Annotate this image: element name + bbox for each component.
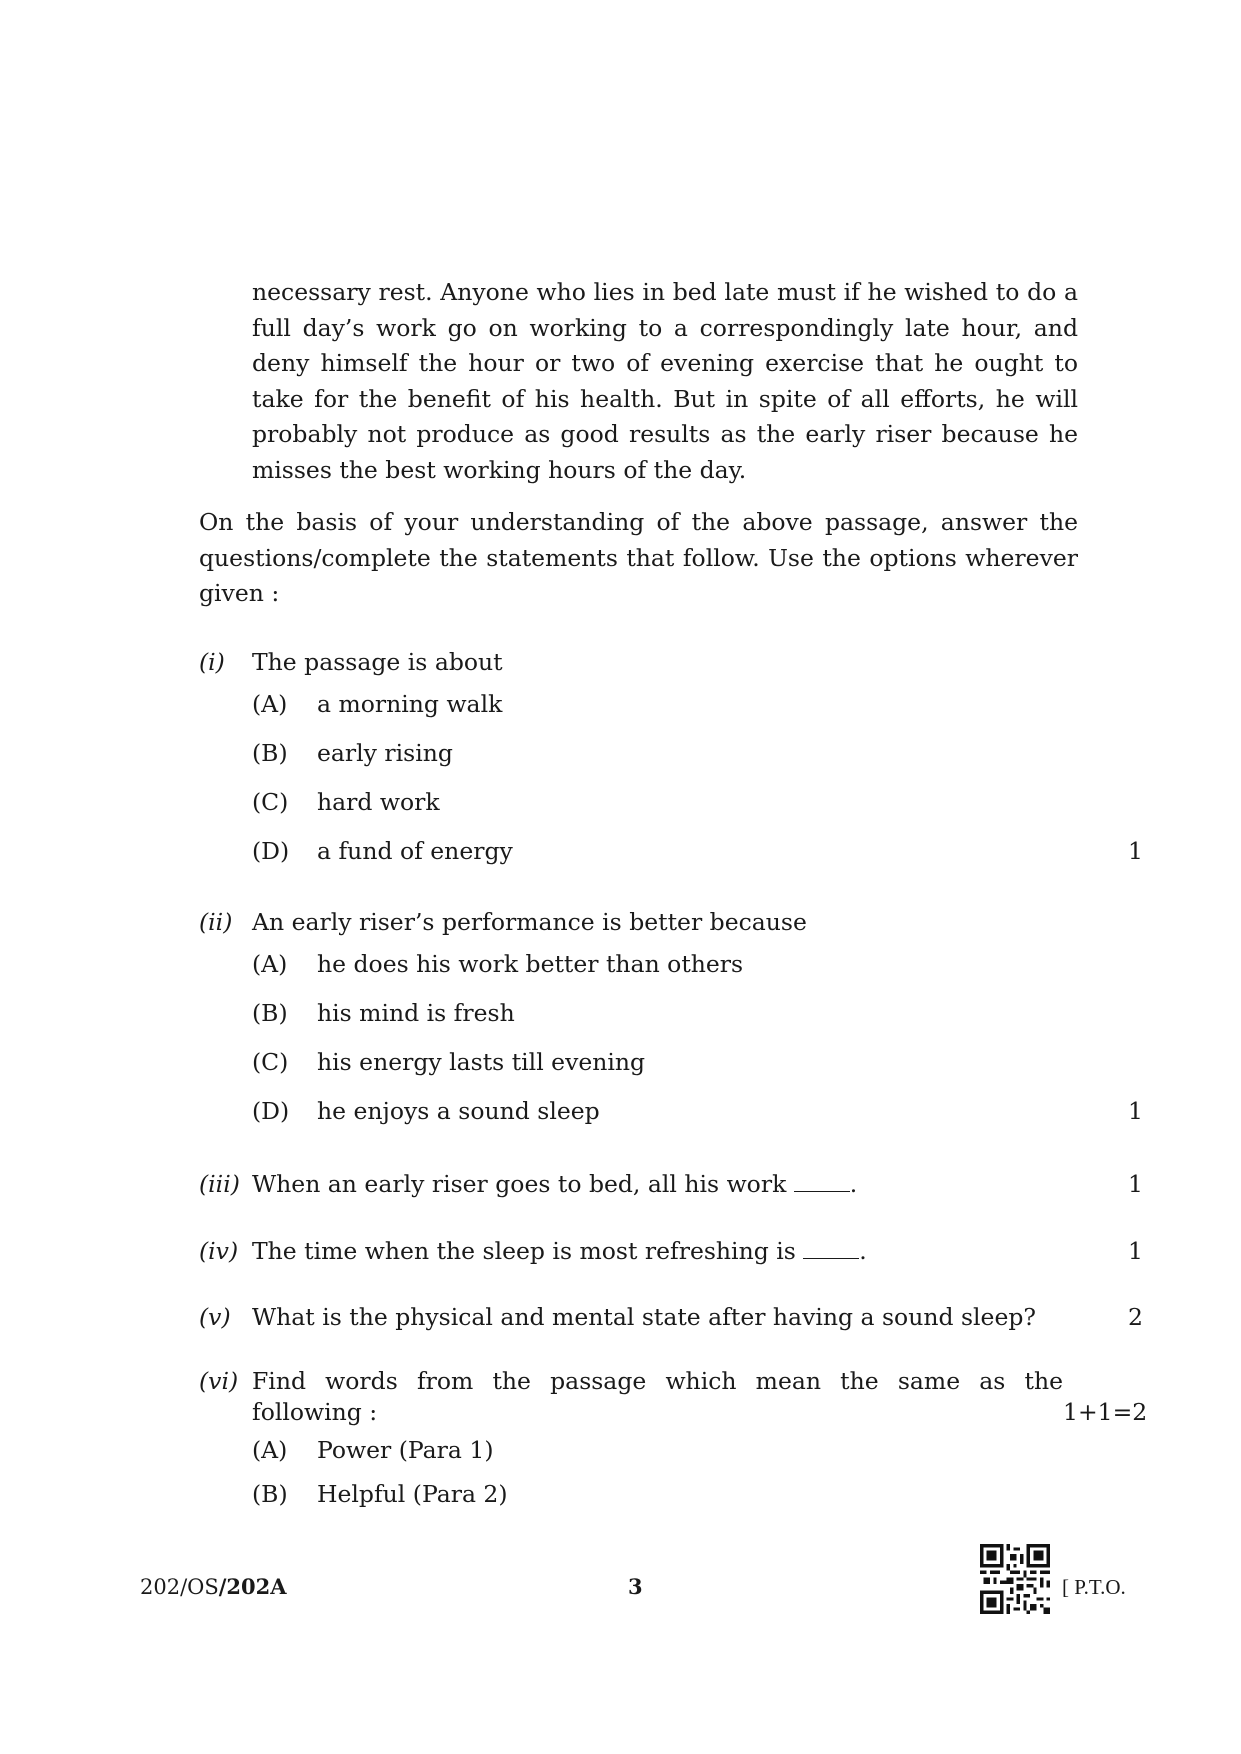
question-marks: 2 [1128,1303,1143,1331]
answer-blank [803,1240,859,1259]
question-marks: 1 [1128,1237,1143,1265]
question-iv: (iv) The time when the sleep is most refreshing is . 1 [199,1233,1143,1269]
question-number: (iv) [199,1237,239,1265]
question-number: (vi) [199,1367,239,1395]
instructions-text: On the basis of your understanding of the above passage, answer the questions/complete the statements that follow. Use the options wherever given : [199,508,1078,607]
option-text: he enjoys a sound sleep [317,1097,600,1125]
question-text-continued: following : [252,1398,378,1426]
question-marks: 1 [1128,837,1143,865]
option-letter: (D) [252,837,290,865]
option-b [199,989,1143,1038]
question-text: Find words from the passage which mean the same as the [252,1367,1063,1395]
question-text: The time when the sleep is most refreshing is [252,1237,796,1265]
option-b [199,729,1143,778]
paper-code [140,1572,287,1602]
option-a [199,1428,1143,1472]
option-text: his mind is fresh [317,999,515,1027]
option-c [199,1038,1143,1087]
answer-blank [794,1173,850,1192]
option-b [199,1472,1143,1516]
question-i [199,644,1143,876]
paper-code-bold: /202A [218,1574,287,1599]
option-letter: (B) [252,1480,288,1508]
option-letter: (A) [252,690,288,718]
question-text: When an early riser goes to bed, all his work [252,1170,787,1198]
question-text: An early riser’s performance is better because [252,908,807,936]
pto-label: [ P.T.O. [1062,1575,1126,1599]
question-text: The passage is about [252,648,503,676]
option-letter: (B) [252,739,288,767]
option-a [199,680,1143,729]
option-letter: (C) [252,788,289,816]
option-d [199,827,1143,876]
qr-code-icon [980,1544,1050,1614]
question-marks: 1+1=2 [1063,1398,1148,1426]
passage-text: necessary rest. Anyone who lies in bed late must if he wished to do a full day’s work go on working to a correspondingly late hour, and deny himself the hour or two of evening exercise that he ought to take for the benefit of his health. But in spite of all efforts, he will probably not produce as good results as the early riser because he misses the best working hours of the day. [252,278,1078,484]
option-letter: (A) [252,950,288,978]
question-number: (iii) [199,1170,240,1198]
option-letter: (D) [252,1097,290,1125]
option-letter: (A) [252,1436,288,1464]
question-text: What is the physical and mental state after having a sound sleep? [252,1303,1037,1331]
option-c [199,778,1143,827]
option-letter: (B) [252,999,288,1027]
option-text: hard work [317,788,440,816]
question-marks: 1 [1128,1170,1143,1198]
option-letter: (C) [252,1048,289,1076]
option-text: a fund of energy [317,837,513,865]
question-v [199,1299,1143,1335]
paper-code-prefix: 202/OS [140,1575,219,1599]
page-number: 3 [628,1574,643,1599]
option-text: Helpful (Para 2) [317,1480,508,1508]
question-vi [199,1366,1148,1516]
question-iii: (iii) When an early riser goes to bed, all his work . 1 [199,1166,1143,1202]
question-marks: 1 [1128,1097,1143,1125]
option-a [199,940,1143,989]
option-d [199,1087,1143,1136]
question-number: (i) [199,648,225,676]
question-number: (v) [199,1303,231,1331]
option-text: he does his work better than others [317,950,744,978]
question-ii [199,904,1143,1136]
option-text: his energy lasts till evening [317,1048,646,1076]
option-text: early rising [317,739,453,767]
option-text: Power (Para 1) [317,1436,494,1464]
question-number: (ii) [199,908,233,936]
option-text: a morning walk [317,690,503,718]
